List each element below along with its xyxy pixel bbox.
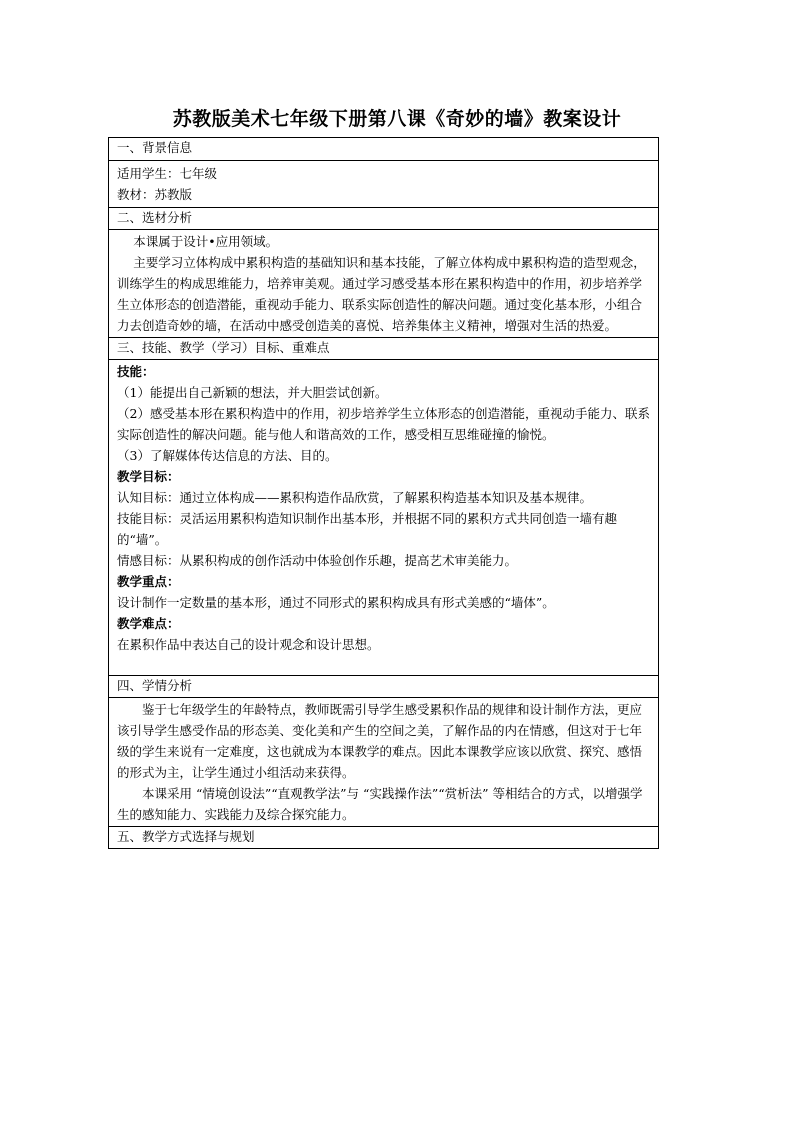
section-heading-methods: 五、教学方式选择与规划 xyxy=(109,826,658,848)
section-heading-goals: 三、技能、教学（学习）目标、重难点 xyxy=(109,337,658,359)
skill-item-3: （3）了解媒体传达信息的方法、目的。 xyxy=(117,448,338,463)
objectives-label: 教学目标： xyxy=(117,469,180,484)
learning-paragraph-1: 鉴于七年级学生的年龄特点，教师既需引导学生感受累积作品的规律和设计制作方法，更应该引导学生感受作品的形态美、变化美和产生的空间之美，了解作品的内在情感，但这对于七年级的学生来说有一定难度，这也就成为本课教学的难点。因此本课教学应该以欣赏、探究、感悟的形式为主，让学生通过小组活动来获得。 xyxy=(117,702,643,780)
goals-cell xyxy=(109,359,658,675)
page-title: 苏教版美术七年级下册第八课《奇妙的墙》教案设计 xyxy=(172,108,622,130)
learning-paragraph-2: 本课采用 “情境创设法”“直观教学法”与 “实践操作法”“赏析法” 等相结合的方式，以增强学生的感知能力、实践能力及综合探究能力。 xyxy=(117,786,643,822)
cognitive-objective: 认知目标：通过立体构成——累积构造作品欣赏，了解累积构造基本知识及基本规律。 xyxy=(117,490,593,505)
material-paragraph-2: 主要学习立体构成中累积构造的基础知识和基本技能，了解立体构成中累积构造的造型观念，训练学生的构成思维能力，培养审美观。通过学习感受基本形在累积构造中的作用，初步培养学生立体形态的创造潜能，重视动手能力、联系实际创造性的解决问题。通过变化基本形，小组合力去创造奇妙的墙，在活动中感受创造美的喜悦、培养集体主义精神，增强对生活的热爱。 xyxy=(117,255,646,333)
skills-label: 技能： xyxy=(117,364,155,379)
lesson-plan-table xyxy=(108,137,659,849)
material-analysis-cell xyxy=(109,229,658,337)
skill-item-1: （1）能提出自己新颖的想法，并大胆尝试创新。 xyxy=(117,385,388,400)
skill-item-2: （2）感受基本形在累积构造中的作用，初步培养学生立体形态的创造潜能，重视动手能力、联系实际创造性的解决问题。能与他人和谐高效的工作，感受相互思维碰撞的愉悦。 xyxy=(117,406,650,442)
textbook: 教材：苏教版 xyxy=(117,187,193,202)
key-point: 设计制作一定数量的基本形，通过不同形式的累积构成具有形式美感的“墙体”。 xyxy=(117,595,555,610)
key-point-label: 教学重点： xyxy=(117,574,180,589)
section-heading-learning: 四、学情分析 xyxy=(109,675,658,697)
target-students: 适用学生：七年级 xyxy=(117,166,218,181)
material-paragraph-1: 本课属于设计•应用领域。 xyxy=(133,234,279,249)
difficulty-label: 教学难点： xyxy=(117,616,180,631)
section-heading-background: 一、背景信息 xyxy=(117,140,193,155)
background-info-cell xyxy=(109,160,658,207)
emotion-objective: 情感目标：从累积构成的创作活动中体验创作乐趣，提高艺术审美能力。 xyxy=(117,553,518,568)
learning-analysis-cell xyxy=(109,697,658,826)
section-heading-material: 二、选材分析 xyxy=(109,207,658,229)
skill-objective: 技能目标：灵活运用累积构造知识制作出基本形，并根据不同的累积方式共同创造一墙有趣的“墙”。 xyxy=(117,511,618,547)
difficulty-point: 在累积作品中表达自己的设计观念和设计思想。 xyxy=(117,637,380,652)
